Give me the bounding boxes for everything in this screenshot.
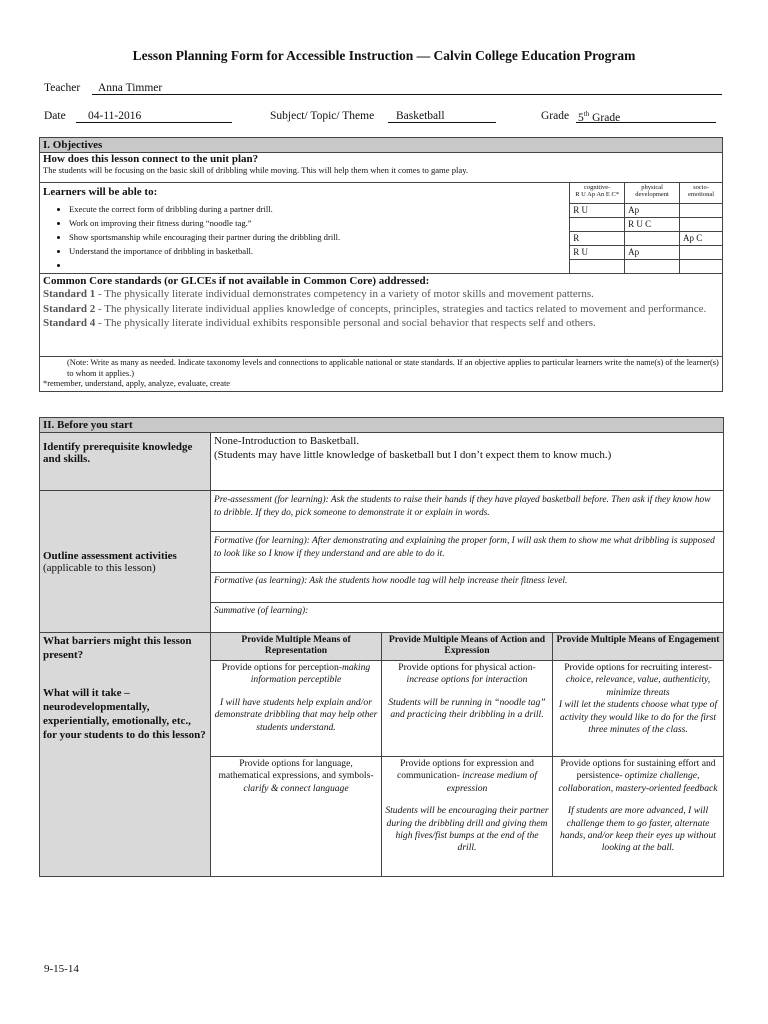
barriers-cell (40, 633, 211, 877)
engagement-interest-cell[interactable]: Provide options for recruiting interest- choice, relevance, value, authenticity, minimize threats I will let the students choose what type of activity they would like to do for the first three minutes of the class. (553, 661, 724, 757)
unit-connection-cell[interactable] (40, 153, 723, 183)
standards-cell[interactable] (40, 274, 723, 357)
teacher-value: Anna Timmer (98, 82, 163, 94)
tax-cell[interactable]: Ap (625, 204, 680, 218)
tax-cell[interactable]: R U (570, 246, 625, 260)
objective-item: • Work on improving their fitness during “noodle tag.” (69, 216, 566, 230)
objective-item (69, 258, 566, 272)
assess-label-cell (40, 491, 211, 633)
col-representation: Provide Multiple Means of Representation (211, 633, 382, 661)
before-heading: II. Before you start (40, 418, 724, 433)
representation-language-cell[interactable]: Provide options for language, mathematical expressions, and symbols- clarify & connect language (211, 757, 382, 877)
prereq-line: (Students may have little knowledge of basketball but I don’t expect them to know much.) (214, 449, 612, 461)
grade-value: 5th Grade (578, 110, 621, 124)
subject-field[interactable] (388, 110, 496, 123)
formative-as-cell[interactable]: Formative (as learning): Ask the students how noodle tag will help increase their fitness level. (211, 573, 724, 603)
tax-cell[interactable] (680, 246, 723, 260)
objectives-list (43, 202, 566, 272)
note-cell (40, 357, 723, 392)
tax-cell[interactable]: R U (570, 204, 625, 218)
learners-cell[interactable] (40, 183, 570, 274)
prereq-label: Identify prerequisite knowledge and skills. (40, 433, 211, 491)
col-socio: socio- emotional (680, 183, 723, 204)
footer-date: 9-15-14 (44, 963, 79, 975)
subject-value: Basketball (396, 110, 445, 122)
footnote-text: *remember, understand, apply, analyze, evaluate, create (43, 379, 230, 388)
assess-label: Outline assessment activities (43, 549, 177, 562)
tax-cell[interactable]: R U C (625, 218, 680, 232)
connect-answer: The students will be focusing on the basic skill of dribbling while moving. This will help them when it comes to game play. (43, 165, 469, 175)
engagement-effort-cell[interactable]: Provide options for sustaining effort and persistence- optimize challenge, collaboration, mastery-oriented feedback If students are more advanced, I will challenge them to go faster, alternate hands, and/or keep their eyes up without looking at the ball. (553, 757, 724, 877)
tax-cell[interactable]: R (570, 232, 625, 246)
before-table (39, 417, 724, 877)
tax-cell[interactable] (570, 218, 625, 232)
teacher-row (44, 82, 80, 94)
tax-cell[interactable] (680, 218, 723, 232)
prereq-line: None-Introduction to Basketball. (214, 435, 360, 447)
page-title: Lesson Planning Form for Accessible Instruction — Calvin College Education Program (132, 48, 636, 63)
grade-label: Grade (541, 110, 570, 122)
teacher-field[interactable] (92, 82, 722, 95)
teacher-label: Teacher (44, 82, 81, 94)
prereq-cell[interactable] (211, 433, 724, 491)
barriers-question: What barriers might this lesson present? (43, 635, 192, 661)
standards-heading: Common Core standards (or GLCEs if not available in Common Core) addressed: (43, 275, 430, 287)
assess-sub: (applicable to this lesson) (43, 561, 156, 574)
connect-question: How does this lesson connect to the unit plan? (43, 153, 259, 165)
col-engagement: Provide Multiple Means of Engagement (553, 633, 724, 661)
action-physical-cell[interactable]: Provide options for physical action- increase options for interaction Students will be running in “noodle tag” and practicing their dribbling in a drill. (382, 661, 553, 757)
col-action-expression: Provide Multiple Means of Action and Expression (382, 633, 553, 661)
grade-field[interactable] (576, 110, 716, 123)
date-field[interactable] (76, 110, 232, 123)
date-value: 04-11-2016 (88, 110, 142, 122)
formative-for-cell[interactable]: Formative (for learning): After demonstrating and explaining the proper form, I will ask them to show me what dribbling is supposed to look like so I know if they understand and are able to do it. (211, 532, 724, 573)
objective-item: • Show sportsmanship while encouraging their partner during the dribbling drill. (69, 230, 566, 244)
tax-cell[interactable]: Ap (625, 246, 680, 260)
objective-item: • Execute the correct form of dribbling during a partner drill. (69, 202, 566, 216)
col-physical: physical development (625, 183, 680, 204)
note-text: (Note: Write as many as needed. Indicate taxonomy levels and connections to applicable national or state standards. If an objective applies to particular learners write the name(s) of the learner(s) to whom it applies.) (67, 358, 719, 378)
tax-cell[interactable] (625, 232, 680, 246)
tax-cell[interactable] (570, 260, 625, 274)
action-communication-cell[interactable]: Provide options for expression and communication- increase medium of expression Students will be encouraging their partner during the dribbling drill and giving them high fives/fist bumps at the end of the drill. (382, 757, 553, 877)
tax-cell[interactable] (680, 204, 723, 218)
tax-cell[interactable] (680, 260, 723, 274)
learners-heading: Learners will be able to: (43, 186, 158, 198)
subject-label: Subject/ Topic/ Theme (270, 110, 375, 122)
take-question: What will it take – neurodevelopmentally, experientially, emotionally, etc., for your students to do this lesson? (43, 687, 206, 741)
tax-cell[interactable]: Ap C (680, 232, 723, 246)
col-cognitive: cognitive- R U Ap An E C* (570, 183, 625, 204)
objectives-heading: I. Objectives (40, 138, 723, 153)
tax-cell[interactable] (625, 260, 680, 274)
summative-cell[interactable]: Summative (of learning): (211, 603, 724, 633)
date-label: Date (44, 110, 66, 122)
objectives-table (39, 137, 723, 392)
pre-assessment-cell[interactable]: Pre-assessment (for learning): Ask the students to raise their hands if they have played basketball before. Then ask if they know how to dribble. If they do, pick someone to demonstrate it or explain in words. (211, 491, 724, 532)
standard-item: Standard 2 - The physically literate individual applies knowledge of concepts, principles, strategies and tactics related to movement and performance. (43, 302, 707, 315)
representation-perception-cell[interactable]: Provide options for perception-making information perceptible I will have students help explain and/or demonstrate dribbling that may help other students understand. (211, 661, 382, 757)
standard-item: Standard 1 - The physically literate individual demonstrates competency in a variety of motor skills and movement patterns. (43, 288, 594, 300)
objective-item: • Understand the importance of dribbling in basketball. (69, 244, 566, 258)
standard-item: Standard 4 - The physically literate individual exhibits responsible personal and social behavior that respects self and others. (43, 317, 596, 329)
